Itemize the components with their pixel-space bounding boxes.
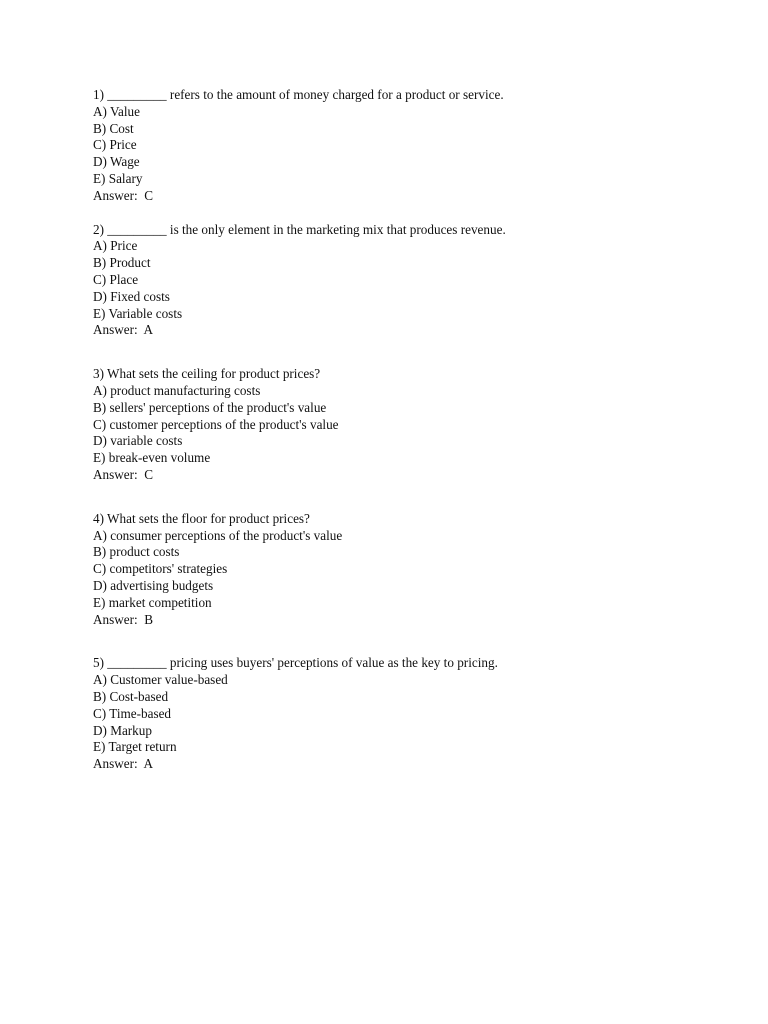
question-5 — [93, 655, 713, 773]
option-e: E) Salary — [93, 170, 143, 186]
option-d: D) variable costs — [93, 433, 183, 449]
option-e: E) Variable costs — [93, 305, 183, 321]
answer-line: Answer: A — [93, 756, 154, 772]
option-b: B) Cost-based — [93, 688, 169, 704]
option-a: A) Customer value-based — [93, 672, 228, 688]
option-c: C) Price — [93, 137, 137, 153]
option-b: B) product costs — [93, 544, 180, 560]
option-e: E) Target return — [93, 739, 177, 755]
answer-line: Answer: C — [93, 187, 154, 203]
option-c: C) competitors' strategies — [93, 561, 228, 577]
option-a: A) consumer perceptions of the product's value — [93, 527, 343, 543]
answer-line: Answer: A — [93, 322, 154, 338]
answer-line: Answer: C — [93, 466, 154, 482]
question-stem: 3) What sets the ceiling for product prices? — [93, 366, 321, 382]
document-page — [93, 87, 713, 773]
question-4 — [93, 511, 713, 629]
question-3 — [93, 366, 713, 484]
option-d: D) Wage — [93, 154, 140, 170]
option-a: A) Price — [93, 238, 138, 254]
option-e: E) break-even volume — [93, 450, 211, 466]
option-d: D) advertising budgets — [93, 577, 214, 593]
option-c: C) Time-based — [93, 705, 172, 721]
question-stem: 5) _________ pricing uses buyers' perceptions of value as the key to pricing. — [93, 655, 498, 671]
question-stem: 2) _________ is the only element in the marketing mix that produces revenue. — [93, 221, 506, 237]
option-d: D) Fixed costs — [93, 288, 170, 304]
question-stem: 1) _________ refers to the amount of money charged for a product or service. — [93, 87, 504, 102]
question-stem: 4) What sets the floor for product prices? — [93, 510, 310, 526]
option-c: C) Place — [93, 271, 139, 287]
option-b: B) Product — [93, 255, 151, 271]
option-a: A) Value — [93, 103, 140, 119]
option-b: B) sellers' perceptions of the product's value — [93, 399, 327, 415]
answer-line: Answer: B — [93, 611, 154, 627]
option-a: A) product manufacturing costs — [93, 382, 261, 398]
option-c: C) customer perceptions of the product's value — [93, 416, 339, 432]
question-1 — [93, 87, 713, 205]
option-b: B) Cost — [93, 120, 134, 136]
option-e: E) market competition — [93, 594, 212, 610]
question-2 — [93, 222, 713, 340]
option-d: D) Markup — [93, 722, 152, 738]
